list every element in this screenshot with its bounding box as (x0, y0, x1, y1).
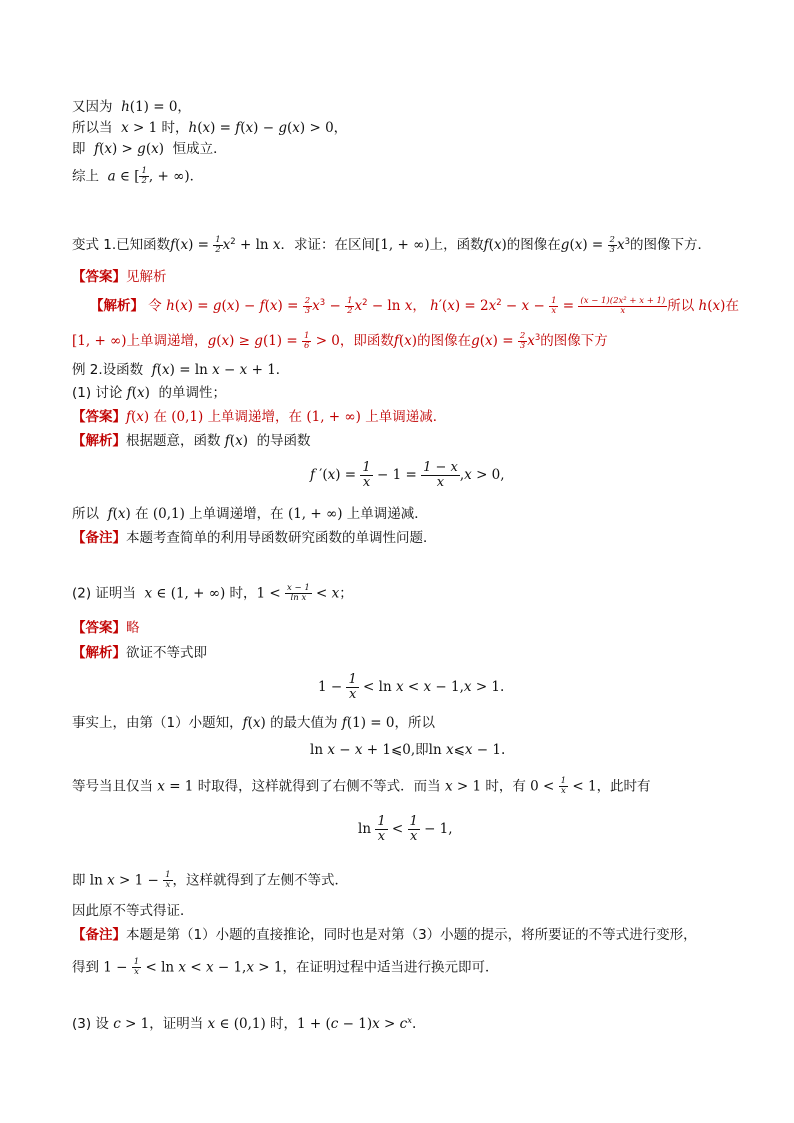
math: x (221, 333, 230, 349)
math: x (616, 237, 625, 253)
math: (0,1) (166, 409, 208, 425)
math: h (188, 120, 198, 136)
math: > (379, 1016, 400, 1032)
math: ln (310, 742, 328, 758)
analysis-tag: 【解析】 (72, 433, 126, 449)
math: h (430, 298, 439, 314)
text-line: [1, + ∞)上单调递增，g(x) ≥ g(1) = $\frac{1}{6}$ > 0，即函数f(x)的图像在g(x) = $\frac{2}{3}$ $x^3$的图像下方 (72, 330, 608, 351)
math: − (501, 298, 522, 314)
line-text: 事实上，由第（1）小题知， (72, 715, 243, 731)
math: f (147, 362, 157, 378)
math: ) (158, 141, 169, 157)
math: ( (131, 385, 137, 401)
math: ( (156, 362, 163, 378)
math: ( (569, 237, 575, 253)
line-text: 变式 1.已知函数 (72, 237, 171, 253)
math: ( (197, 120, 203, 136)
math: x (140, 585, 153, 602)
math: ， (412, 298, 431, 314)
math: > 0, (471, 467, 505, 483)
math: x (269, 298, 278, 314)
text-line (72, 777, 651, 796)
math: x (180, 237, 189, 253)
math: ) = (188, 237, 214, 253)
display-equation (310, 741, 505, 759)
math: ln (85, 872, 108, 889)
line-text: 上，函数 (429, 237, 484, 253)
math: ) (260, 715, 271, 731)
math: h (116, 99, 130, 115)
text-line (72, 644, 207, 662)
fraction: $\frac{1}{x}$ (560, 776, 567, 796)
fraction: $\frac{1}{2}$ (347, 295, 353, 316)
math: f (259, 298, 265, 314)
text-line (72, 902, 194, 920)
line-text: 因此原不等式得证． (72, 903, 194, 919)
math: x (162, 362, 170, 378)
math: ) > (112, 141, 138, 157)
math: ( (216, 333, 222, 349)
math: > 1 (253, 959, 283, 976)
line-text: 又因为 (72, 99, 113, 115)
math: x (327, 467, 336, 483)
math: g (212, 298, 222, 314)
fraction: $\frac{1}{6}$ (303, 330, 310, 351)
line-text: 上单调递增，在 (207, 409, 303, 425)
math: , + ∞)． (148, 168, 204, 185)
math: f (126, 385, 132, 401)
line-text: 的最大值为 (270, 715, 338, 731)
math: x (235, 433, 243, 449)
math: + 1． (247, 362, 290, 378)
fraction: $\frac{2}{3}$ (304, 295, 311, 316)
line-text: 的导函数 (256, 433, 311, 449)
math: x (372, 1016, 380, 1032)
text-line (72, 98, 191, 116)
line-text: ，证明当 (149, 1016, 204, 1032)
line-text: (3) 设 (72, 1016, 109, 1032)
fraction: $\frac{1}{x}$ (133, 957, 140, 977)
math: x (222, 237, 231, 253)
math: + ln (235, 237, 273, 253)
math: ) (143, 409, 154, 425)
note-tag: 【备注】 (72, 927, 126, 943)
display-equation (358, 814, 453, 844)
line-text: 即 (72, 872, 86, 889)
analysis-tag: 【解析】 (72, 645, 126, 661)
fraction: $\frac{1 - x}{x}$ (423, 459, 458, 490)
math: x (226, 298, 235, 314)
text-line (72, 268, 167, 286)
line-text: 所以 (667, 298, 695, 314)
line-text: 欲证不等式即 (126, 645, 207, 661)
math: < 1 (568, 778, 597, 795)
line-text: 的图像在 (417, 333, 472, 349)
math: − 1 = (372, 467, 422, 483)
math: x (447, 298, 455, 314)
math: (1, + ∞) (283, 506, 347, 522)
line-text: 恒成立． (172, 141, 227, 157)
math: x (527, 333, 535, 349)
math: x (137, 385, 145, 401)
math: < (311, 585, 332, 602)
fraction: $\frac{2}{3}$ (519, 330, 526, 351)
math: ( (112, 506, 118, 522)
math: ( (488, 237, 494, 253)
math: f (89, 141, 100, 157)
math: x (404, 333, 412, 349)
fraction: $\frac{1}{x}$ (409, 813, 418, 844)
math: x (463, 679, 472, 695)
math: x (354, 742, 363, 758)
math: [1, + ∞) (72, 333, 127, 349)
math: ( (174, 298, 181, 314)
line-text: 综上 (72, 168, 99, 185)
answer-tag: 【答案】 (72, 620, 126, 636)
math: c (108, 1016, 121, 1032)
fraction: $\frac{1}{2}$ (215, 234, 221, 255)
line-text: 的图像下方． (630, 237, 711, 253)
math: x (404, 298, 413, 314)
math: x (104, 141, 112, 157)
text-line (72, 119, 347, 137)
math: x (574, 237, 583, 253)
math: < ln (141, 959, 179, 976)
math: (0,1) (148, 506, 190, 522)
math: − 1, (431, 679, 464, 695)
math: − ln (367, 298, 405, 314)
text-line (72, 584, 353, 603)
math: x (153, 778, 165, 795)
math: − 1, (419, 821, 453, 837)
text-line: 变式 1.已知函数f(x) = $\frac{1}{2}$ $x^2 + \ln x$．求证：在区间[1, + ∞)上，函数f(x)的图像在g(x) = $\frac{2}{3}$ $x^3$的图像下方． (72, 234, 711, 255)
math: f (242, 715, 248, 731)
math: = 1 (164, 778, 198, 795)
math: h (698, 298, 708, 314)
math: x (246, 959, 254, 976)
math: ln (358, 821, 376, 837)
math: f (337, 715, 347, 731)
math: ( (264, 298, 270, 314)
text-line (72, 167, 203, 186)
line-text: 的图像在 (506, 237, 561, 253)
text-line: (3) 设 c > 1，证明当 x ∈ (0,1) 时，$1 + (c - 1)x > c^x$. (72, 1016, 417, 1032)
math: ) ≥ (229, 333, 255, 349)
math: f (393, 333, 399, 349)
line-text: 的单调性； (158, 385, 226, 401)
line-text: (1) 讨论 (72, 385, 123, 401)
line-text: 上单调递减． (365, 409, 447, 425)
math: f (310, 467, 315, 483)
math: ( (398, 333, 405, 349)
display-equation (318, 672, 504, 702)
math: f (224, 433, 230, 449)
math: 1 < (256, 585, 286, 602)
math: ) = ln (169, 362, 213, 378)
math: 1 + ( (297, 1016, 331, 1032)
math: ( (240, 120, 246, 136)
math: g (254, 333, 263, 349)
math: x (272, 237, 281, 253)
math: h (166, 298, 175, 314)
math: x (252, 715, 261, 731)
math: g (278, 120, 287, 136)
math: < (387, 821, 408, 837)
math: > 0 (311, 333, 340, 349)
answer-tag: 【答案】 (72, 269, 126, 285)
math: x (464, 467, 472, 483)
math: 0 < (525, 778, 559, 795)
math: ) (501, 237, 507, 253)
math: g (560, 237, 570, 253)
math: 1 − (99, 959, 132, 976)
math: x (107, 872, 115, 889)
math: ⩽ (453, 742, 465, 758)
text-line (72, 958, 498, 977)
math: x (180, 298, 188, 314)
line-text: 等号当且仅当 (72, 778, 153, 795)
text-line (72, 529, 437, 547)
math: ) = 2 (454, 298, 489, 314)
math: < ln (358, 679, 396, 695)
math: ) − (253, 120, 279, 136)
math: ) = (492, 333, 518, 349)
math: ； (339, 585, 353, 602)
math: f (235, 120, 241, 136)
math: ) > 0， (299, 120, 348, 136)
math: (1) = 0 (346, 715, 395, 731)
math: x (493, 237, 502, 253)
line-text: 的图像下方 (540, 333, 608, 349)
math: x (331, 585, 340, 602)
math: x (712, 298, 721, 314)
math: ) (411, 333, 418, 349)
math: g (137, 141, 146, 157)
math: (1, + ∞) (302, 409, 366, 425)
answer-text: 见解析 (126, 269, 167, 285)
math: ( (131, 409, 137, 425)
line-text: 上单调递增， (126, 333, 208, 349)
line-text: 令 (148, 298, 162, 314)
math: ( (287, 120, 293, 136)
math: ( (229, 433, 236, 449)
math: f (170, 237, 176, 253)
math: ∈ [ (115, 168, 140, 185)
math: . (412, 1016, 417, 1032)
math: x (239, 362, 248, 378)
math: f (103, 506, 113, 522)
line-text: 时取得，这样就得到了右侧不等式．而当 (197, 778, 441, 795)
math: ) − (234, 298, 260, 314)
math: ( (145, 141, 152, 157)
text-line (72, 432, 311, 450)
math: ) (720, 298, 726, 314)
text-line (72, 714, 435, 732)
fraction: $\frac{1}{2}$ (141, 166, 147, 186)
math: x (116, 120, 129, 136)
math: x (312, 298, 320, 314)
line-text: ．求证：在区间 (280, 237, 376, 253)
math: ( (479, 333, 486, 349)
line-text: 上单调递增，在 (189, 506, 284, 522)
math: x (203, 1016, 216, 1032)
math: g (471, 333, 480, 349)
math: = (558, 298, 579, 314)
fraction: $\frac{1}{x}$ (377, 813, 386, 844)
text-line (72, 926, 697, 944)
math: ∈ (1, + ∞) (152, 585, 230, 602)
text-line: 【解析】 令 h(x) = g(x) − f(x) = $\frac{2}{3}$ $x^3$ − $\frac{1}{2}$ $x^2 - \ln x$， $h'(x) = 2x^2 - x$ − $\frac{1}{x}$ = $\frac{\text{(x − 1)(2x² + x + 1)}}{x}$ 所以 h(x)在 (90, 295, 739, 316)
line-text: 在 (725, 298, 739, 314)
math: + 1⩽0,即ln (362, 742, 446, 758)
math: a (103, 168, 116, 185)
line-text: 时， (161, 120, 189, 136)
math: ∈ (0,1) (215, 1016, 271, 1032)
line-text: 本题是第（1）小题的直接推论，同时也是对第（3）小题的提示，将所要证的不等式进行变形， (126, 927, 697, 943)
line-text: 本题考查简单的利用导函数研究函数的单调性问题． (126, 530, 437, 546)
fraction: $\frac{\text{(x − 1)(2x² + x + 1)}}{x}$ (580, 295, 666, 316)
math: x (354, 298, 363, 314)
math: ( (247, 715, 253, 731)
math: x (485, 333, 493, 349)
fraction: $\frac{1}{x}$ (348, 671, 357, 702)
math: x (178, 959, 187, 976)
answer-text: 略 (126, 620, 140, 636)
text-line (72, 408, 446, 426)
math: x (395, 679, 404, 695)
math: > 1. (471, 679, 505, 695)
math: − (334, 742, 355, 758)
math: c (399, 1016, 408, 1032)
math: x (327, 742, 335, 758)
math: (1) = 0， (129, 99, 191, 115)
answer-tag: 【答案】 (72, 409, 126, 425)
math: ) = (582, 237, 608, 253)
line-text: ，这样就得到了左侧不等式． (172, 872, 349, 889)
text-line (72, 505, 428, 523)
math: c (330, 1016, 339, 1032)
fraction: $\frac{1}{x}$ (362, 459, 371, 490)
math: ( (175, 237, 181, 253)
math: x (136, 409, 144, 425)
math: x (202, 120, 211, 136)
math: − 1, (213, 959, 247, 976)
math: ) (144, 385, 155, 401)
fraction: $\frac{x - 1}{\text{ln x}}$ (287, 583, 310, 603)
note-tag: 【备注】 (72, 530, 126, 546)
math: ( (707, 298, 713, 314)
math: ) (242, 433, 253, 449)
math: x (117, 506, 126, 522)
math: > 1 (120, 1016, 150, 1032)
math: > 1 (452, 778, 486, 795)
math: ) (125, 506, 136, 522)
math: f (126, 409, 131, 425)
fraction: $\frac{1}{x}$ (551, 295, 557, 316)
math: ) = (187, 298, 213, 314)
math: x (151, 141, 159, 157)
line-text: ，此时有 (596, 778, 651, 795)
math: > 1 (128, 120, 162, 136)
math: − (219, 362, 240, 378)
line-text: 根据题意，函数 (126, 433, 221, 449)
math: ) = (335, 467, 361, 483)
text-line (72, 361, 289, 379)
math: x (464, 742, 473, 758)
line-text: ，所以 (394, 715, 435, 731)
math: x (440, 778, 453, 795)
math: < (186, 959, 206, 976)
line-text: 在 (153, 409, 167, 425)
math: x (292, 120, 300, 136)
text-line (72, 384, 226, 402)
line-text: 时， (270, 1016, 298, 1032)
math: x (212, 362, 220, 378)
math: ( (99, 141, 105, 157)
math: x (445, 742, 454, 758)
math: ′( (438, 298, 448, 314)
math: − (529, 298, 550, 314)
text-line (72, 871, 348, 890)
line-text: 即 (72, 141, 86, 157)
math: < (403, 679, 424, 695)
math: (1) = (262, 333, 302, 349)
analysis-tag: 【解析】 (90, 298, 144, 314)
math: ) = (277, 298, 303, 314)
display-equation (310, 460, 505, 490)
line-text: 时，有 (485, 778, 526, 795)
line-text: ，即函数 (339, 333, 394, 349)
line-text: 在 (135, 506, 149, 522)
line-text: (2) 证明当 (72, 585, 136, 602)
math: x (488, 298, 497, 314)
math: f (483, 237, 489, 253)
text-line (72, 140, 227, 158)
math: ( (221, 298, 227, 314)
math: [1, + ∞) (375, 237, 430, 253)
line-text: 时， (229, 585, 257, 602)
math: , (459, 467, 465, 483)
line-text: 上单调递减． (346, 506, 428, 522)
math: 1 − (318, 679, 347, 695)
fraction: $\frac{1}{x}$ (165, 870, 171, 890)
math: > 1 − (114, 872, 164, 889)
line-text: 所以 (72, 506, 99, 522)
math: x (245, 120, 254, 136)
line-text: 例 2.设函数 (72, 362, 144, 378)
math: − 1) (338, 1016, 373, 1032)
line-text: 所以当 (72, 120, 113, 136)
math: ) = (210, 120, 236, 136)
math: g (207, 333, 217, 349)
math: ′( (315, 467, 328, 483)
math: − (325, 298, 346, 314)
line-text: 得到 (72, 959, 99, 976)
text-line (72, 619, 140, 637)
fraction: $\frac{2}{3}$ (609, 234, 615, 255)
math: x (423, 679, 432, 695)
math: x (521, 298, 530, 314)
math: x (205, 959, 214, 976)
line-text: ，在证明过程中适当进行换元即可． (282, 959, 499, 976)
math: − 1. (472, 742, 506, 758)
